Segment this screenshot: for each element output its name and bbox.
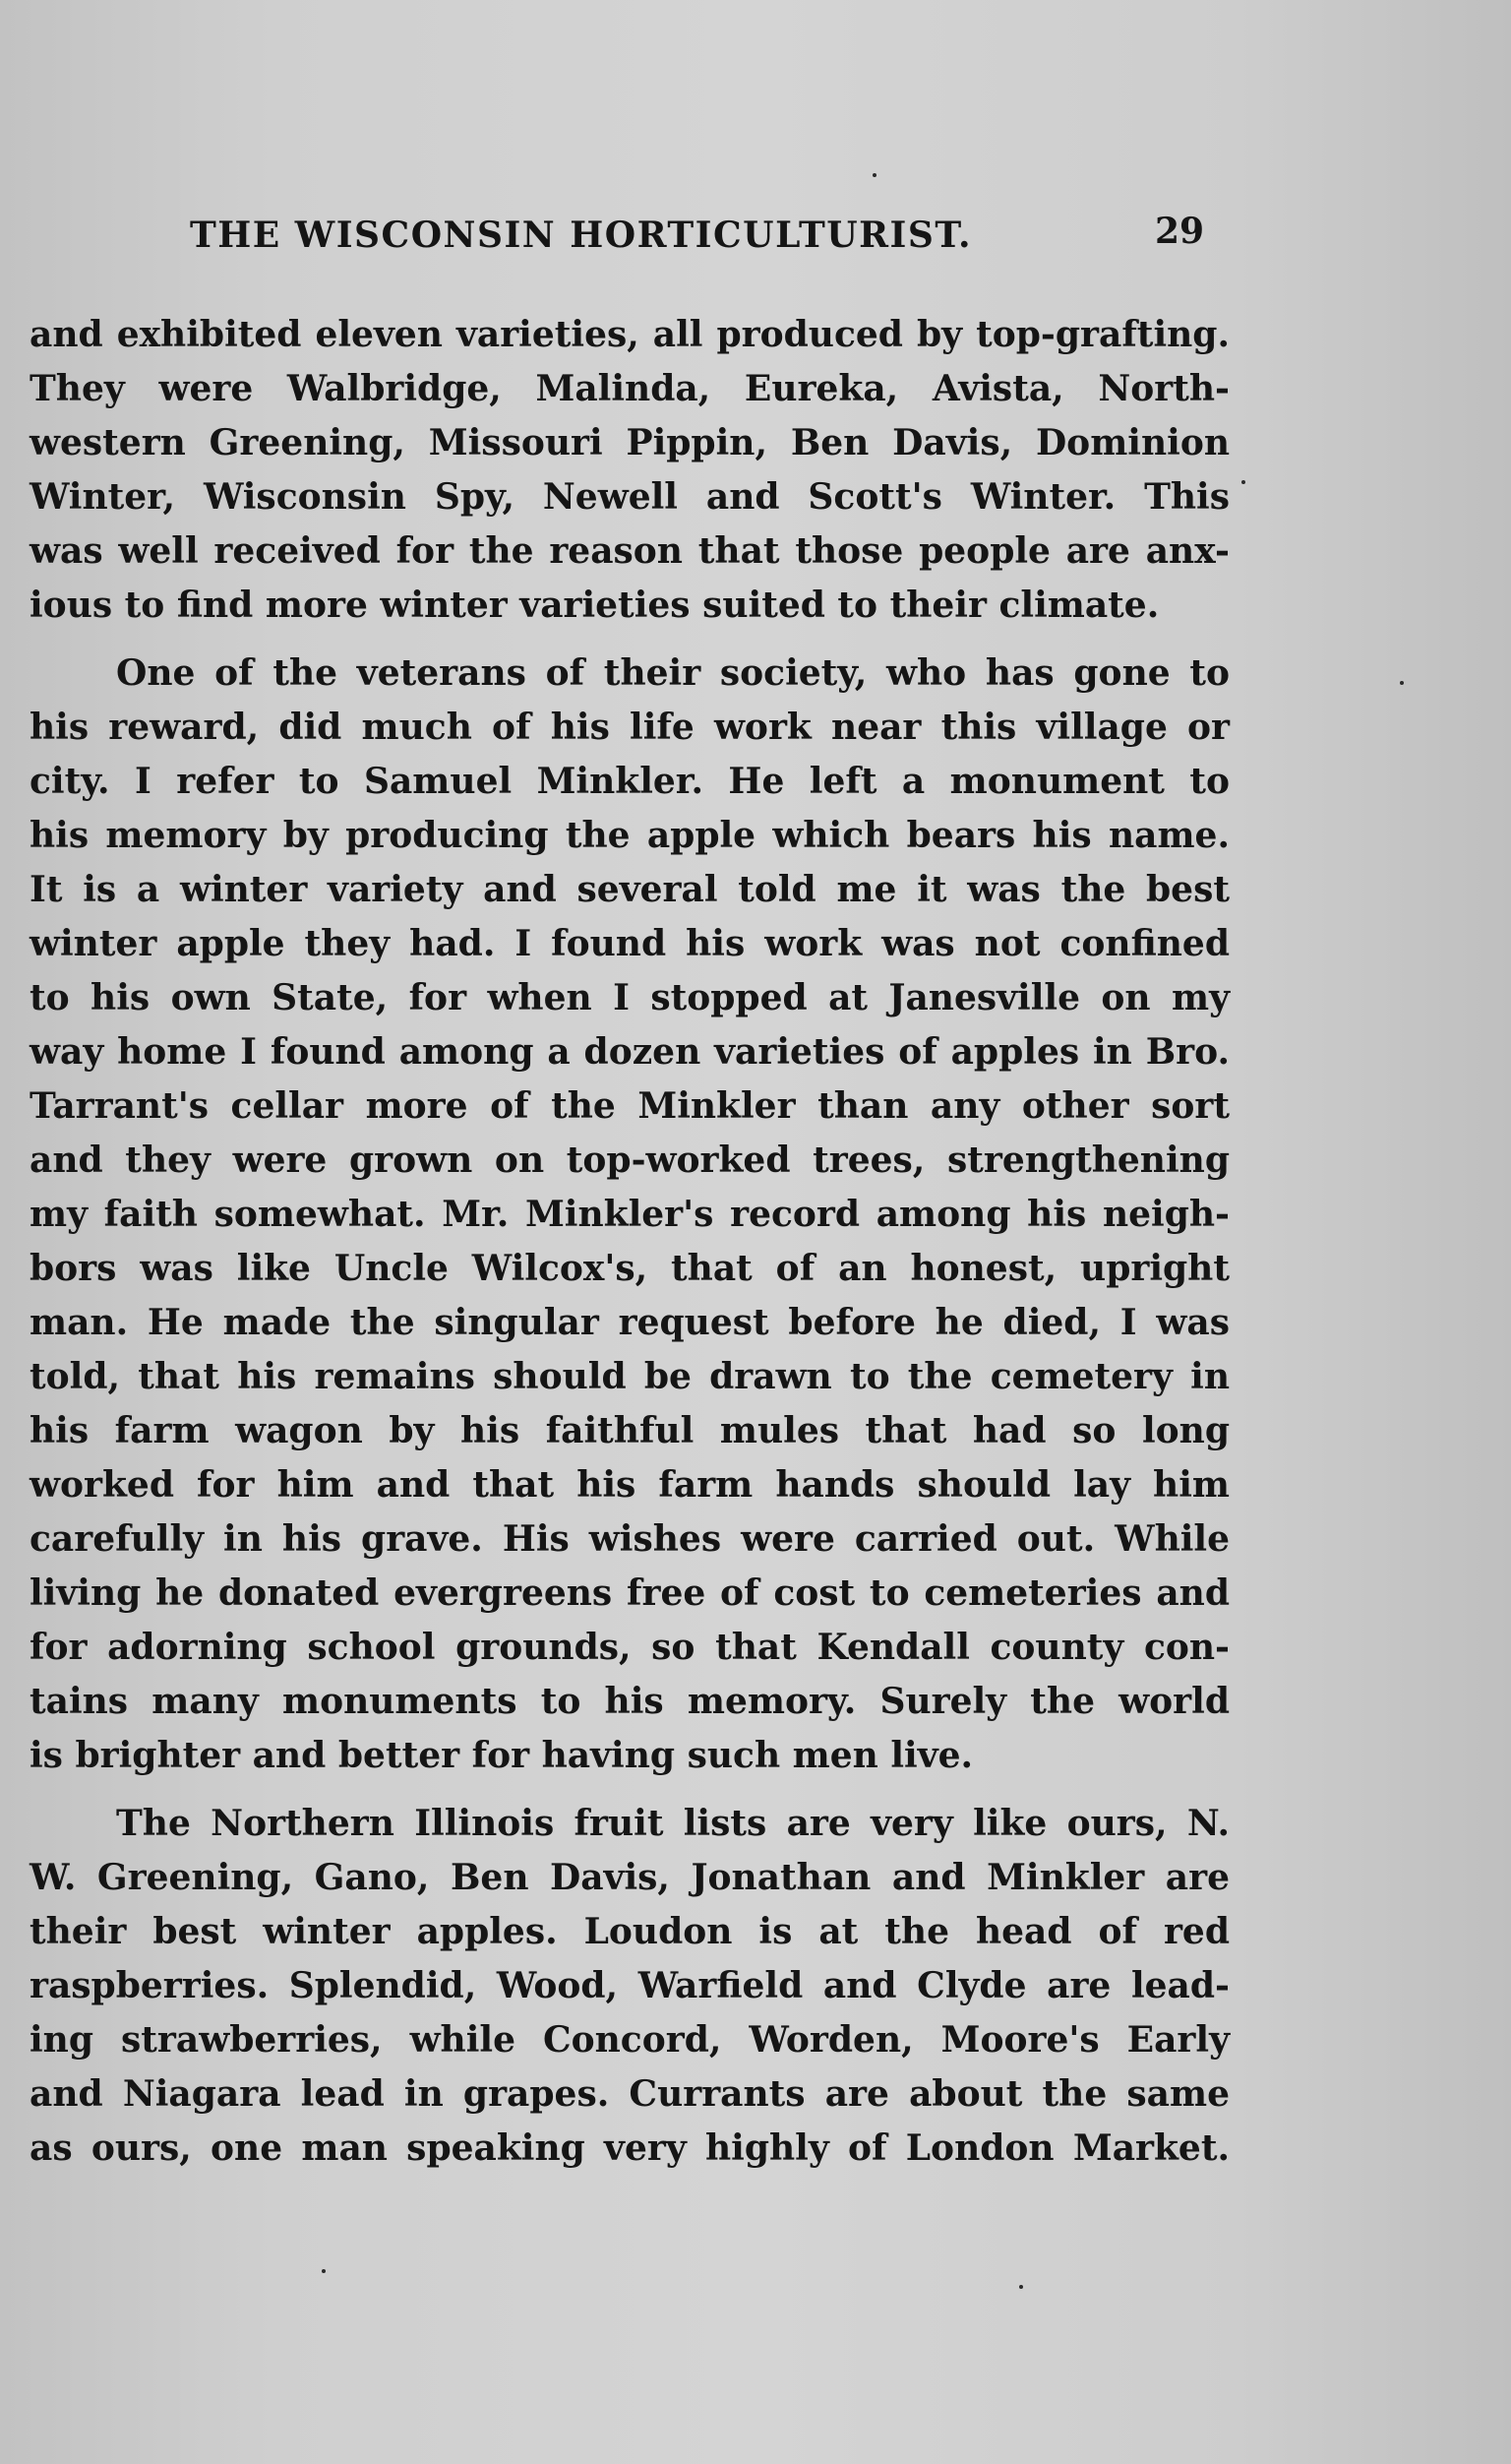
text-line: living he donated evergreens free of cost to cemeteries and <box>30 1572 1230 1614</box>
running-head-title: THE WISCONSIN HORTICULTURIST. <box>190 215 973 256</box>
text-line: city. I refer to Samuel Minkler. He left a monument to <box>30 761 1230 802</box>
text-line: worked for him and that his farm hands should lay him <box>30 1464 1230 1506</box>
text-line: carefully in his grave. His wishes were carried out. While <box>30 1518 1230 1560</box>
print-speck <box>1019 2285 1023 2289</box>
paragraph-2 <box>30 647 1230 1783</box>
text-line: to his own State, for when I stopped at Janesville on my <box>30 977 1230 1018</box>
text-line: his reward, did much of his life work near this village or <box>30 707 1230 748</box>
text-line: tains many monuments to his memory. Surely the world <box>30 1681 1230 1722</box>
text-line: One of the veterans of their society, who has gone to <box>116 652 1230 694</box>
text-line: and Niagara lead in grapes. Currants are about the same <box>30 2073 1230 2115</box>
text-line: told, that his remains should be drawn to the cemetery in <box>30 1356 1230 1397</box>
text-line: was well received for the reason that those people are anx- <box>30 530 1230 572</box>
text-line: their best winter apples. Loudon is at the head of red <box>30 1911 1230 1952</box>
text-line: They were Walbridge, Malinda, Eureka, Avista, North- <box>30 368 1230 409</box>
text-line: is brighter and better for having such men live. <box>30 1735 974 1776</box>
text-line: ing strawberries, while Concord, Worden, Moore's Early <box>30 2019 1230 2061</box>
text-line: It is a winter variety and several told me it was the best <box>30 869 1230 910</box>
page-number: 29 <box>1155 211 1205 252</box>
text-line: western Greening, Missouri Pippin, Ben Davis, Dominion <box>30 422 1230 463</box>
text-line: Winter, Wisconsin Spy, Newell and Scott's Winter. This <box>30 476 1230 518</box>
text-line: winter apple they had. I found his work was not confined <box>30 923 1230 964</box>
text-line: for adorning school grounds, so that Kendall county con- <box>30 1627 1230 1668</box>
text-line: as ours, one man speaking very highly of London Market. <box>30 2127 1230 2169</box>
text-line: and they were grown on top-worked trees, strengthening <box>30 1140 1230 1181</box>
text-line: bors was like Uncle Wilcox's, that of an honest, upright <box>30 1248 1230 1289</box>
print-speck <box>1241 480 1245 484</box>
text-line: way home I found among a dozen varieties of apples in Bro. <box>30 1031 1230 1073</box>
text-line: his farm wagon by his faithful mules that had so long <box>30 1410 1230 1451</box>
text-line: Tarrant's cellar more of the Minkler than any other sort <box>30 1085 1230 1127</box>
text-line: ious to find more winter varieties suited to their climate. <box>30 585 1160 626</box>
paragraph-3 <box>30 1797 1230 2176</box>
text-line: W. Greening, Gano, Ben Davis, Jonathan and Minkler are <box>30 1857 1230 1898</box>
print-speck <box>322 2269 326 2273</box>
text-line: raspberries. Splendid, Wood, Warfield and Clyde are lead- <box>30 1965 1230 2006</box>
text-line: my faith somewhat. Mr. Minkler's record among his neigh- <box>30 1194 1230 1235</box>
text-line: man. He made the singular request before he died, I was <box>30 1302 1230 1343</box>
text-line: The Northern Illinois fruit lists are very like ours, N. <box>116 1803 1230 1844</box>
text-line: and exhibited eleven varieties, all produced by top-grafting. <box>30 314 1230 355</box>
text-line: his memory by producing the apple which bears his name. <box>30 815 1230 856</box>
print-speck <box>873 173 876 177</box>
paragraph-1 <box>30 308 1230 633</box>
print-speck <box>1400 681 1404 685</box>
body-text <box>30 308 1230 2176</box>
